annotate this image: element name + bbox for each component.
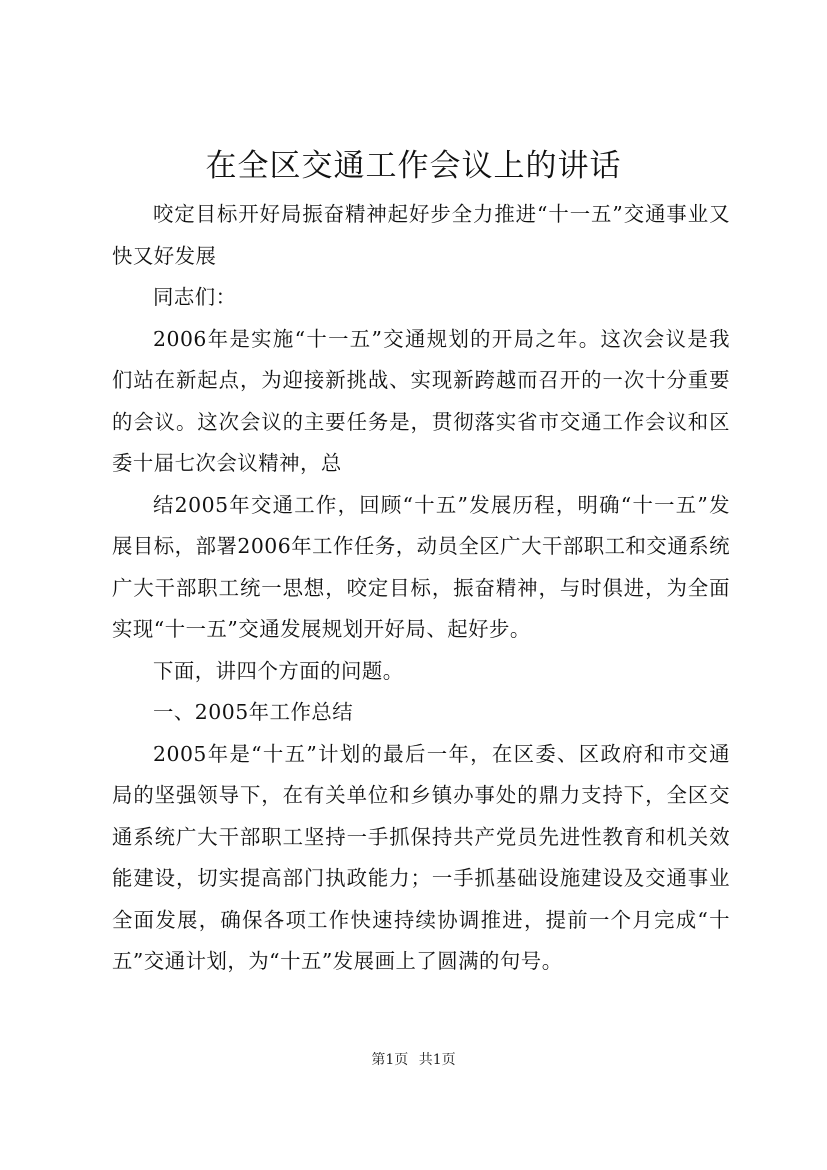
body-paragraph: 下面，讲四个方面的问题。 <box>153 658 404 683</box>
body-paragraph: 结2005年交通工作，回顾“十五”发展历程，明确“十一五”发展目标，部署2006年工作任务，动员全区广大干部职工和交通系统广大干部职工统一思想，咬定目标，振奋精神，与时俱进，为全面实现“十一五”交通发展规划开好局、起好步。 <box>112 492 730 641</box>
subtitle-paragraph: 咬定目标开好局振奋精神起好步全力推进“十一五”交通事业又快又好发展 <box>112 202 730 268</box>
page-footer <box>0 1050 827 1070</box>
page-number: 第1页 <box>371 1052 409 1068</box>
body-paragraph: 2005年是“十五”计划的最后一年，在区委、区政府和市交通局的坚强领导下，在有关单位和乡镇办事处的鼎力支持下，全区交通系统广大干部职工坚持一手抓保持共产党员先进性教育和机关效能建设，切实提高部门执政能力；一手抓基础设施建设及交通事业全面发展，确保各项工作快速持续协调推进，提前一个月完成“十五”交通计划，为“十五”发展画上了圆满的句号。 <box>112 741 730 973</box>
body-paragraph: 2006年是实施“十一五”交通规划的开局之年。这次会议是我们站在新起点，为迎接新挑战、实现新跨越而召开的一次十分重要的会议。这次会议的主要任务是，贯彻落实省市交通工作会议和区委十届七次会议精神，总 <box>112 326 730 475</box>
section-heading: 一、2005年工作总结 <box>153 700 354 724</box>
document-body <box>112 194 730 983</box>
document-title: 在全区交通工作会议上的讲话 <box>205 148 622 184</box>
page-total: 共1页 <box>418 1052 456 1068</box>
salutation-paragraph: 同志们： <box>153 285 237 309</box>
